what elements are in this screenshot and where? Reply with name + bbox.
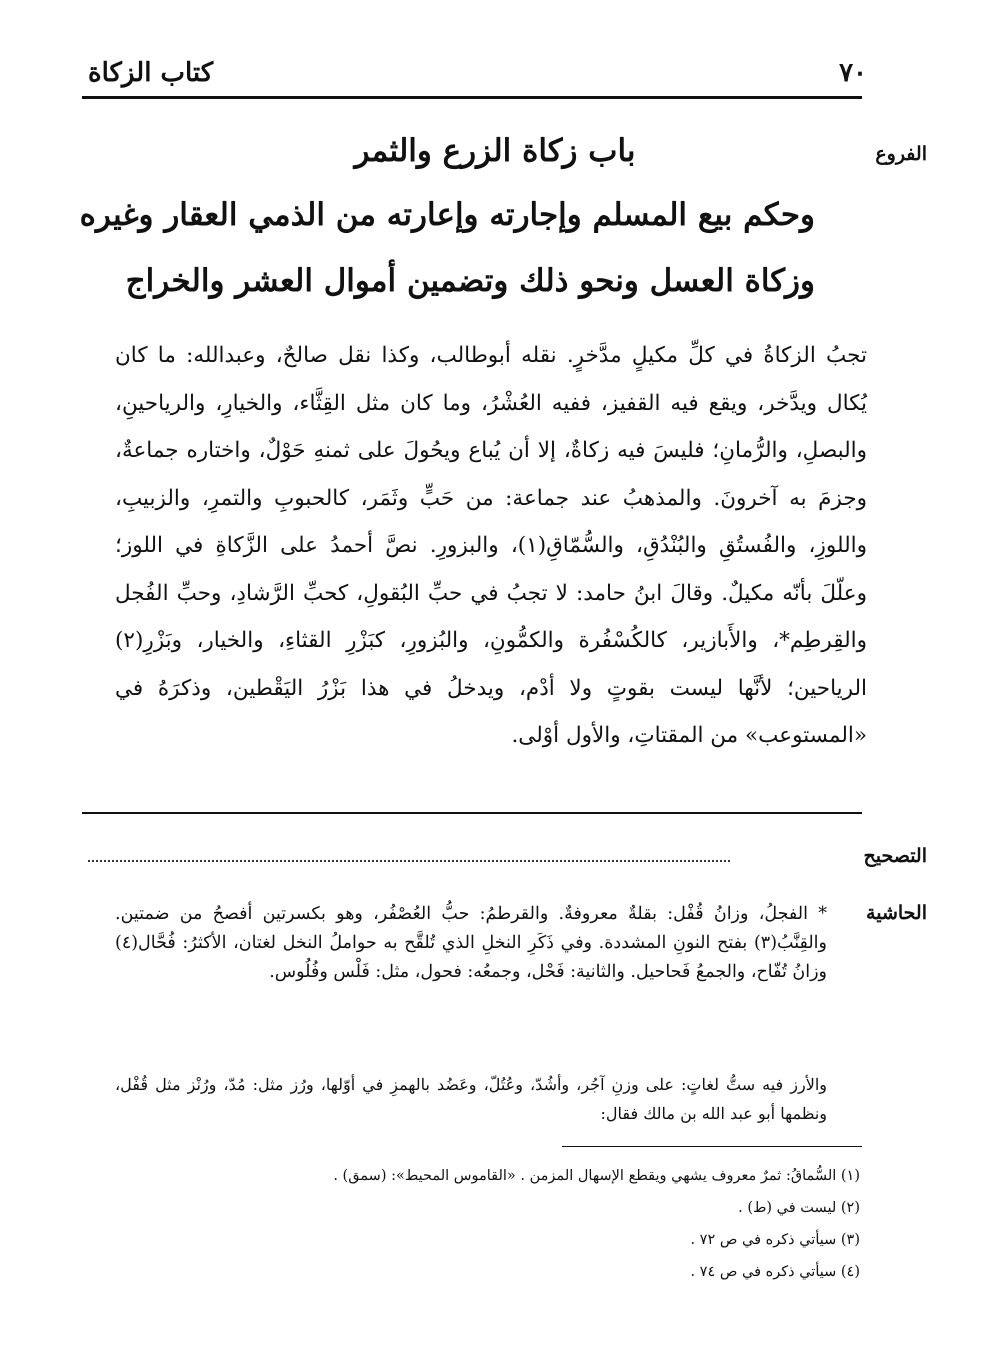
chapter-subtitle-2: وزكاة العسل ونحو ذلك وتضمين أموال العشر والخراج	[125, 263, 815, 299]
hashiya-paragraph-2: والأرز فيه ستُّ لغاتٍ: على وزنِ آجُر، وأشُدّ، وعُتُلّ، وعَضُد بالهمزِ في أوّلها، ورُز مثل: مُدّ، ورُنْز مثل قُفْل، ونظمها أبو عبد الله بن مالك فقال:	[115, 1075, 827, 1123]
hashiya-section	[115, 900, 827, 987]
chapter-title: باب زكاة الزرع والثمر	[354, 133, 636, 169]
footnote-4: (٤) سيأتي ذكره في ص ٧٤ .	[690, 1264, 860, 1280]
footnotes	[120, 1160, 860, 1288]
main-text-rule	[82, 812, 862, 814]
chapter-subtitle-1: وحكم بيع المسلم وإجارته وإعارته من الذمي العقار وغيره	[79, 197, 815, 233]
margin-label-hashiya: الحاشية	[866, 902, 927, 924]
running-head: كتاب الزكاة	[88, 58, 214, 88]
margin-label-furu: الفروع	[875, 143, 927, 165]
footnote-rule	[562, 1146, 862, 1147]
hashiya-paragraph-1: * الفجلُ، وزانُ قُفْل: بقلةٌ معروفةٌ. والقرطمُ: حبُّ العُصْفُر، وهو بكسرتين أفصحُ من ضمتين. والقِنَّبُ(٣) بفتح النونِ المشددة. وفي ذَكَرِ النخلِ الذي تُلقَّح به حواملُ النخل لغتان، الأكثرُ: فُحَّال(٤) وزانُ تُفّاح، والجمعُ فَحاحيل. والثانية: فَحْل، وجمعُه: فحول، مثل: فَلْس وفُلُوس.	[115, 904, 827, 982]
tashih-dotted-leader	[88, 860, 730, 862]
margin-label-tashih: التصحيح	[863, 845, 927, 867]
footnote-1: (١) السُّماقُ: ثمرٌ معروف يشهي ويقطع الإسهال المزمن . «القاموس المحيط»: (سمق) .	[333, 1168, 860, 1184]
header-rule	[82, 96, 862, 99]
footnote-3: (٣) سيأتي ذكره في ص ٧٢ .	[690, 1232, 860, 1248]
page-number: ٧٠	[839, 58, 867, 88]
footnote-2: (٢) ليست في (ط) .	[738, 1200, 860, 1216]
main-text: تجبُ الزكاةُ في كلِّ مكيلٍ مدَّخرٍ. نقله أبوطالب، وكذا نقل صالحٌ، وعبدالله: ما كان يُكال ويدَّخر، ويقع فيه القفيز، ففيه العُشْرُ، وما كان مثل القِثَّاء، والخيارِ، والرياحينِ، والبصلِ، والرُّمانِ؛ فليسَ فيه زكاةٌ، إلا أن يُباع ويحُولَ على ثمنهِ حَوْلٌ، واختاره جماعةٌ، وجزمَ به آخرونَ. والمذهبُ عند جماعة: من حَبٍّ وثَمَر، كالحبوبِ والتمرِ، والزبيبِ، واللوزِ، والفُستُقِ والبُنْدُقِ، والسُّمّاقِ(١)، والبزورِ. نصَّ أحمدُ على الزَّكاةِ في اللوز؛ وعلّلَ بأنّه مكيلٌ. وقالَ ابنُ حامد: لا تجبُ في حبِّ البُقولِ، كحبِّ الرَّشادِ، وحبِّ الفُجل والقِرطِم*، والأَبازير، كالكُسْفُرة والكمُّونِ، والبُزورِ، كبَزْرِ القثاءِ، والخيار، وبَزْرِ(٢) الرياحين؛ لأنَّها ليست بقوتٍ ولا أدْم، ويدخلُ في هذا بَزْرُ اليَقْطين، وذكرَهُ في «المستوعب» من المقتاتِ، والأول أوْلى.	[115, 343, 867, 748]
hashiya-section-2	[115, 1070, 827, 1128]
